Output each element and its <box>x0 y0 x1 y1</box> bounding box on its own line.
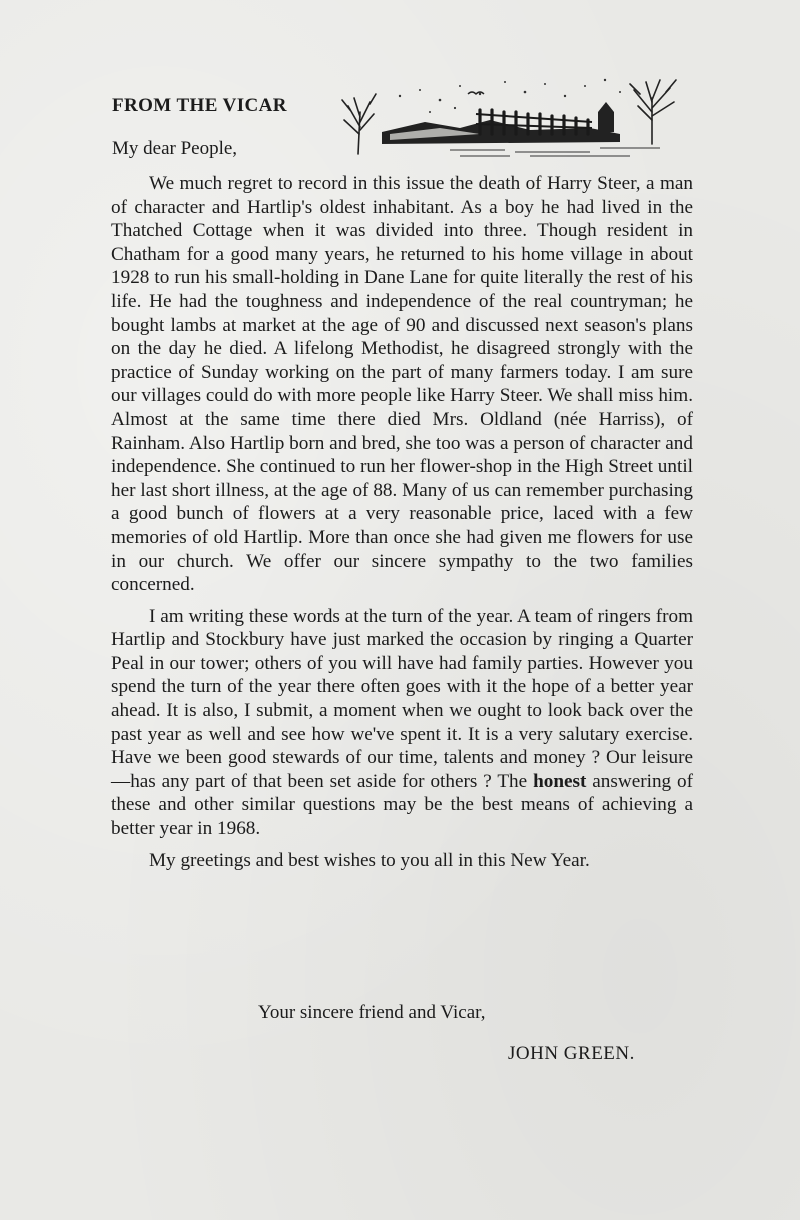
paragraph-new-year <box>111 605 693 841</box>
village-landscape-illustration <box>330 72 700 162</box>
letter-heading: FROM THE VICAR <box>112 95 287 116</box>
paragraph-harry-steer: We much regret to record in this issue the death of Harry Steer, a man of character and Hartlip's oldest inhabitant. As a boy he had lived in the Thatched Cottage when it was divided into three. Though resident in Chatham for a good many years, he returned to his home village in about 1928 to run his small-holding in Dane Lane for quite literally the rest of his life. He had the toughness and independence of the real countryman; he bought lambs at market at the age of 90 and discussed next season's plans on the day he died. A lifelong Methodist, he disagreed strongly with the practice of Sunday working on the part of many farmers today. I am sure our villages could do with more people like Harry Steer. We shall miss him. Almost at the same time there died Mrs. Oldland (née Harriss), of Rainham. Also Hartlip born and bred, she too was a person of character and independence. She continued to run her flower-shop in the High Street until her last short illness, at the age of 88. Many of us can remember purchasing a good bunch of flowers at a very reasonable price, laced with a few memories of old Hartlip. More than once she had given me flowers for use in our church. We offer our sincere sympathy to the two families concerned. <box>111 173 693 596</box>
greeting-line: My greetings and best wishes to you all in this New Year. <box>149 849 590 871</box>
closing-line: Your sincere friend and Vicar, <box>258 1002 486 1023</box>
salutation: My dear People, <box>112 138 238 159</box>
honest-emphasis: honest <box>533 770 587 792</box>
paragraph-new-year-text-end: answering of these and other similar questions may be the best means of achieving a better year in 1968. <box>111 770 694 840</box>
paragraph-new-year-text: I am writing these words at the turn of the year. A team of ringers from Hartlip and Stockbury have just marked the occasion by ringing a Quarter Peal in our tower; others of you will have had family parties. However you spend the turn of the year there often goes with it the hope of a better year ahead. It is also, I submit, a moment when we ought to look back over the past year as well and see how we've spent it. It is a very salutary exercise. Have we been good stewards of our time, talents and money ? Our leisure—has any part of that been set aside for others ? The <box>111 605 693 792</box>
letter-body <box>111 172 693 872</box>
signature: JOHN GREEN. <box>508 1043 635 1064</box>
